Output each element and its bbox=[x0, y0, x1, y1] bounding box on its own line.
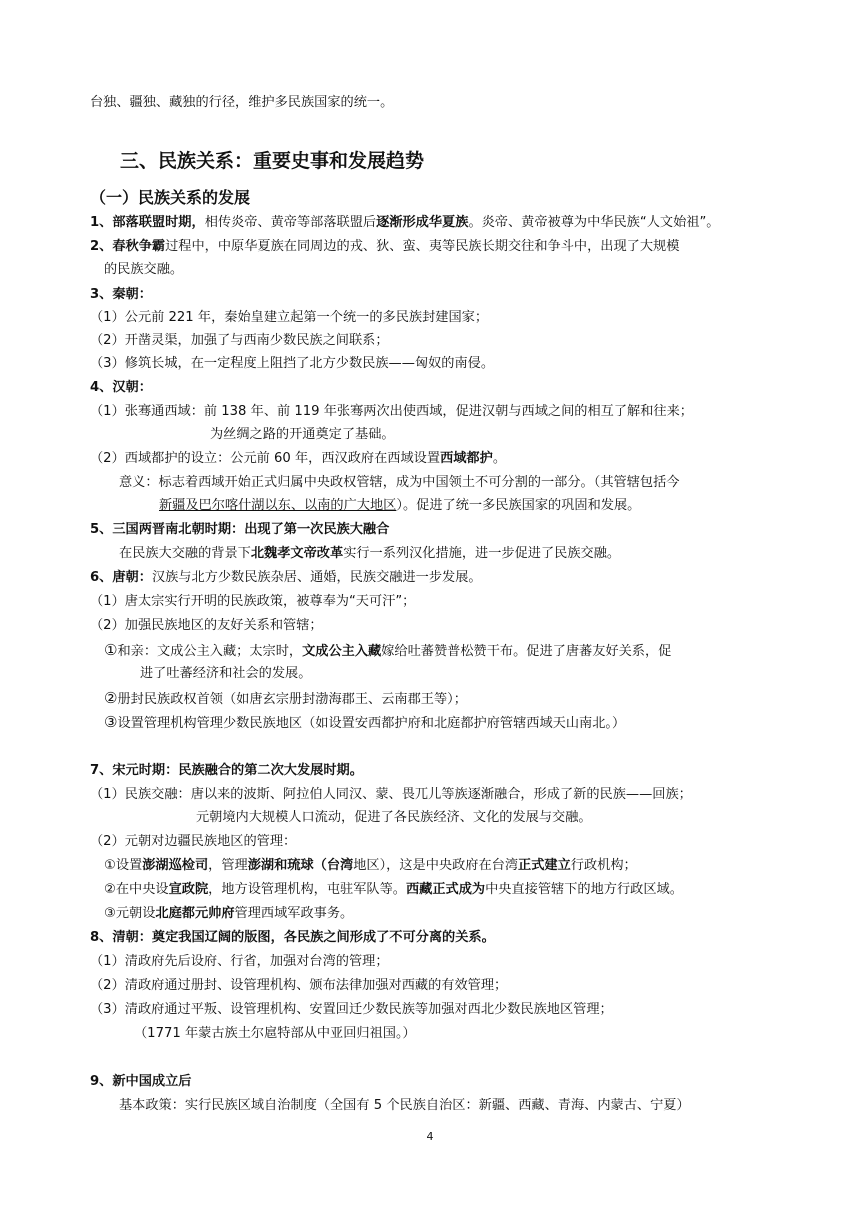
text: 过程中，中原华夏族在同周边的戎、狄、蛮、夷等民族长期交往和争斗中，出现了大规模 bbox=[165, 239, 680, 254]
text: 行政机构； bbox=[570, 858, 637, 873]
bold-text: 澎湖巡检司 bbox=[142, 858, 209, 873]
bold-text: 逐渐形成华夏族 bbox=[376, 215, 469, 230]
text-line bbox=[104, 688, 467, 710]
text: 。炎帝、黄帝被尊为中华民族“人文始祖”。 bbox=[468, 215, 720, 230]
text-line: （1）张骞通西域：前 138 年、前 119 年张骞两次出使西域，促进汉朝与西域之间的相互了解和往来； bbox=[90, 404, 693, 419]
text-line: 意义：标志着西域开始正式归属中央政权管辖，成为中国领土不可分割的一部分。（其管辖包括今 bbox=[119, 475, 680, 490]
text-line: （1771 年蒙古族土尔扈特部从中亚回归祖国。） bbox=[134, 1026, 416, 1041]
text-line: 进了吐蕃经济和社会的发展。 bbox=[140, 666, 312, 681]
item-6 bbox=[90, 568, 482, 588]
text-line bbox=[104, 856, 637, 876]
item-9-heading: 9、新中国成立后 bbox=[90, 1074, 192, 1089]
bold-text: 文成公主入藏 bbox=[302, 644, 382, 659]
text-line: （3）清政府通过平叛、设管理机构、安置回迁少数民族等加强对西北少数民族地区管理； bbox=[90, 1002, 613, 1017]
text-line: （1）公元前 221 年，秦始皇建立起第一个统一的多民族封建国家； bbox=[90, 310, 489, 325]
item-4-heading: 4、汉朝： bbox=[90, 380, 152, 395]
underlined-text: 新疆及巴尔喀什湖以东、以南的广大地区 bbox=[159, 498, 397, 513]
item-1 bbox=[90, 213, 719, 233]
text: 相传炎帝、黄帝等部落联盟后 bbox=[204, 215, 377, 230]
text-line bbox=[104, 904, 353, 924]
text: 管理西域军政事务。 bbox=[234, 906, 354, 921]
text-line: （2）清政府通过册封、设管理机构、颁布法律加强对西藏的有效管理； bbox=[90, 978, 508, 993]
bold-text: 西藏正式成为 bbox=[405, 882, 486, 897]
text: ）。促进了统一多民族国家的巩固和发展。 bbox=[396, 498, 641, 513]
text-line bbox=[104, 712, 625, 734]
text: 中央直接管辖下的地方行政区域。 bbox=[485, 882, 683, 897]
text-line: （1）民族交融：唐以来的波斯、阿拉伯人同汉、蒙、畏兀儿等族逐渐融合，形成了新的民族——回族； bbox=[90, 787, 692, 802]
text-line: 为丝绸之路的开通奠定了基础。 bbox=[210, 427, 395, 442]
circled-number: ① bbox=[104, 641, 118, 659]
text: ，地方设管理机构，屯驻军队等。 bbox=[208, 882, 406, 897]
text-line bbox=[104, 640, 671, 662]
text: 设置管理机构管理少数民族地区（如设置安西都护府和北庭都护府管辖西域天山南北。） bbox=[117, 716, 626, 731]
subsection-heading: （一）民族关系的发展 bbox=[90, 188, 251, 207]
text-line: 基本政策：实行民族区域自治制度（全国有 5 个民族自治区：新疆、西藏、青海、内蒙古、宁夏） bbox=[119, 1098, 690, 1113]
bold-text: 6、唐朝： bbox=[90, 570, 152, 585]
text: 册封民族政权首领（如唐玄宗册封渤海郡王、云南郡王等）； bbox=[117, 692, 467, 707]
bold-text: 宣政院 bbox=[168, 882, 209, 897]
text: （2）西域都护的设立：公元前 60 年，西汉政府在西域设置 bbox=[90, 451, 441, 466]
item-8-heading: 8、清朝：奠定我国辽阔的版图，各民族之间形成了不可分离的关系。 bbox=[90, 930, 495, 945]
text-line: （1）清政府先后设府、行省，加强对台湾的管理； bbox=[90, 954, 389, 969]
text-line: （2）开凿灵渠，加强了与西南少数民族之间联系； bbox=[90, 333, 389, 348]
text: 。 bbox=[492, 451, 506, 466]
text-line: 元朝境内大规模人口流动，促进了各民族经济、文化的发展与交融。 bbox=[196, 810, 592, 825]
text: ②在中央设 bbox=[104, 882, 169, 897]
text: 和亲：文成公主入藏；太宗时， bbox=[117, 644, 303, 659]
page-number: 4 bbox=[426, 1130, 434, 1143]
text: ③元朝设 bbox=[104, 906, 156, 921]
text-line bbox=[90, 449, 506, 469]
text: 嫁给吐蕃赞普松赞干布。促进了唐蕃友好关系，促 bbox=[381, 644, 672, 659]
text: ，管理 bbox=[208, 858, 248, 873]
bold-text: 北魏孝文帝改革 bbox=[250, 546, 344, 561]
text: 汉族与北方少数民族杂居、通婚，民族交融进一步发展。 bbox=[151, 570, 482, 585]
item-2 bbox=[90, 237, 679, 257]
section-heading: 三、民族关系：重要史事和发展趋势 bbox=[120, 150, 425, 172]
text-line: （2）元朝对边疆民族地区的管理： bbox=[90, 834, 297, 849]
text: ①设置 bbox=[104, 858, 143, 873]
item-3-heading: 3、秦朝： bbox=[90, 287, 152, 302]
text-line: （3）修筑长城，在一定程度上阻挡了北方少数民族——匈奴的南侵。 bbox=[90, 356, 495, 371]
text-line bbox=[104, 880, 683, 900]
bold-text: 2、春秋争霸 bbox=[90, 239, 166, 254]
text-line: 的民族交融。 bbox=[104, 262, 184, 277]
text-line bbox=[119, 544, 620, 564]
text: 地区），这是中央政府在台湾 bbox=[353, 858, 519, 873]
text-line: （1）唐太宗实行开明的民族政策，被尊奉为“天可汗”； bbox=[90, 594, 416, 609]
bold-text: 1、部落联盟时期， bbox=[90, 215, 205, 230]
bold-text: 澎湖和琉球（台湾 bbox=[247, 858, 354, 873]
circled-number: ③ bbox=[104, 713, 118, 731]
text-line: 台独、疆独、藏独的行径，维护多民族国家的统一。 bbox=[90, 95, 394, 110]
item-7-heading: 7、宋元时期：民族融合的第二次大发展时期。 bbox=[90, 763, 363, 778]
text: 实行一系列汉化措施，进一步促进了民族交融。 bbox=[343, 546, 621, 561]
bold-text: 西域都护 bbox=[440, 451, 493, 466]
text-line: （2）加强民族地区的友好关系和管辖； bbox=[90, 618, 323, 633]
bold-text: 北庭都元帅府 bbox=[155, 906, 235, 921]
text-line bbox=[159, 496, 640, 516]
bold-text: 正式建立 bbox=[518, 858, 571, 873]
circled-number: ② bbox=[104, 689, 118, 707]
text: 在民族大交融的背景下 bbox=[119, 546, 251, 561]
item-5-heading: 5、三国两晋南北朝时期：出现了第一次民族大融合 bbox=[90, 522, 390, 537]
